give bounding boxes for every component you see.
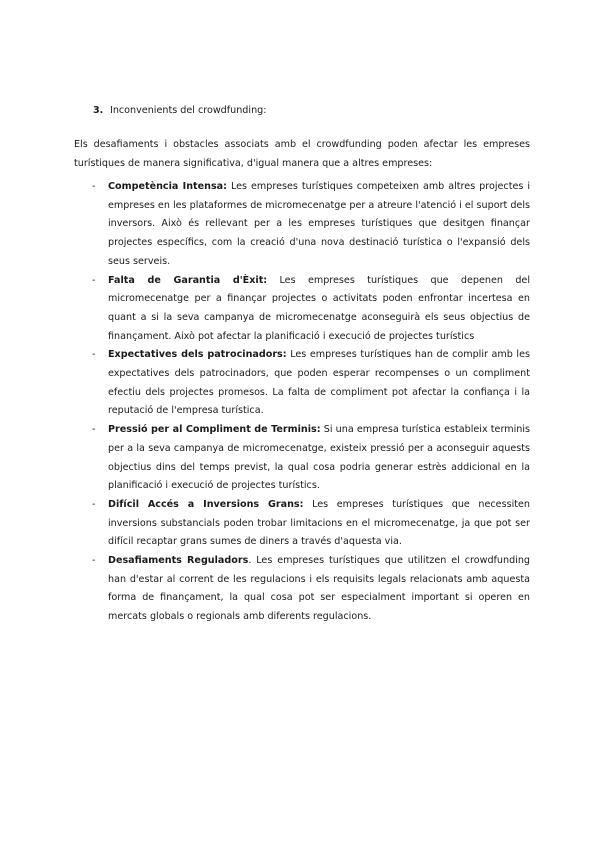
item-text: Les empreses turístiques que necessiten inversions substancials poden trobar limitacions en el micromecenatge, ja que pot ser difícil recaptar grans sumes de diners a través d'aquesta via. — [108, 498, 530, 548]
item-text: Les empreses turístiques que depenen del micromecenatge per a finançar projectes o activitats poden enfrontar incertesa en quant a si la seva campanya de micromecenatge aconseguirà els seus objectius de finançament. Això pot afectar la planificació i execució de projectes turístics — [108, 274, 530, 342]
bullet-marker: - — [92, 349, 96, 361]
list-item — [92, 346, 530, 421]
list-item — [92, 496, 530, 552]
item-term: Falta de Garantia d'Èxit: — [108, 274, 268, 286]
item-text: Si una empresa turística estableix terminis per a la seva campanya de micromecenatge, existeix pressió per a aconseguir aquests objectius dins del temps previst, la qual cosa podria generar estrès addicional en la planificació i execució de projectes turístics. — [108, 424, 530, 492]
bullet-marker: - — [92, 555, 96, 567]
item-text: Les empreses turístiques han de complir amb les expectatives dels patrocinadors, que poden esperar recompenses o un compliment efectiu dels projectes promesos. La falta de compliment pot afectar la confiança i la reputació de l'empresa turística. — [108, 349, 530, 417]
list-item — [92, 552, 530, 627]
item-term: Difícil Accés a Inversions Grans: — [108, 498, 304, 510]
intro-paragraph: Els desafiaments i obstacles associats amb el crowdfunding poden afectar les empreses turístiques de manera significativa, d'igual manera que a altres empreses: — [74, 139, 530, 169]
list-item — [92, 272, 530, 347]
item-term: Competència Intensa: — [108, 181, 227, 192]
item-term: Desafiaments Reguladors — [108, 555, 249, 567]
list-item — [92, 178, 530, 272]
section-title: Inconvenients del crowdfunding: — [110, 105, 267, 116]
bullet-marker: - — [92, 274, 96, 286]
section-heading — [93, 104, 266, 117]
bullet-marker: - — [92, 498, 96, 510]
section-number: 3. — [93, 105, 104, 116]
item-term: Pressió per al Compliment de Terminis: — [108, 424, 321, 436]
list-item — [92, 421, 530, 496]
bullet-marker: - — [92, 181, 96, 192]
inconvenients-list — [92, 178, 530, 627]
item-text: Les empreses turístiques competeixen amb altres projectes i empreses en les plataformes de micromecenatge per a atreure l'atenció i el suport dels inversors. Això és rellevant per a les empreses turístiques que desitgen finançar projectes específics, com la creació d'una nova destinació turística o l'expansió dels seus serveis. — [108, 181, 531, 267]
bullet-marker: - — [92, 424, 96, 436]
item-term: Expectatives dels patrocinadors: — [108, 349, 287, 361]
item-text: . Les empreses turístiques que utilitzen el crowdfunding han d'estar al corrent de les regulacions i els requisits legals relacionats amb aquesta forma de finançament, la qual cosa pot ser especialment important si operen en mercats globals o regionals amb diferents regulacions. — [108, 555, 530, 623]
